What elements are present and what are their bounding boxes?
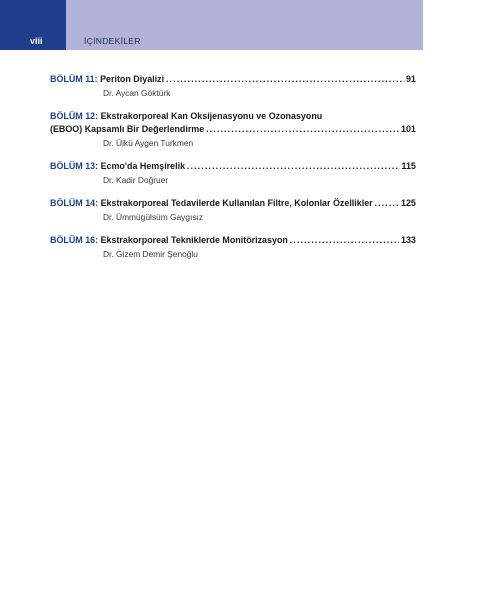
page-number: viii (30, 36, 43, 46)
table-of-contents (50, 73, 416, 271)
toc-entry[interactable] (50, 197, 416, 223)
page-number-tab (0, 0, 66, 50)
page-ref: 133 (401, 235, 416, 246)
toc-entry[interactable] (50, 73, 416, 99)
chapter-title: Ekstrakorporeal Kan Oksijenasyonu ve Ozonasyonu (100, 111, 323, 122)
toc-entry-title-line (50, 123, 416, 136)
chapter-label: BÖLÜM 11: (50, 74, 98, 85)
toc-entry[interactable] (50, 160, 416, 186)
toc-entry-title-line (50, 160, 416, 173)
chapter-author: Dr. Gizem Demir Şenoğlu (103, 249, 198, 259)
page-ref: 91 (405, 74, 416, 85)
dot-leader (187, 160, 400, 173)
chapter-author: Dr. Kadir Doğruer (103, 175, 169, 185)
chapter-label: BÖLÜM 13: (50, 161, 99, 172)
toc-entry[interactable] (50, 110, 416, 149)
chapter-label: BÖLÜM 12: (50, 111, 99, 122)
chapter-author: Dr. Ülkü Aygen Turkmen (103, 138, 194, 148)
chapter-title: Periton Diyalizi (100, 74, 165, 85)
section-title: İÇİNDEKİLER (84, 36, 141, 46)
chapter-label: BÖLÜM 16: (50, 235, 99, 246)
chapter-label: BÖLÜM 14: (50, 198, 99, 209)
chapter-author: Dr. Aycan Göktürk (103, 88, 171, 98)
dot-leader (206, 123, 399, 136)
toc-entry-title-line (50, 197, 416, 210)
page-ref: 101 (401, 124, 416, 135)
page-ref: 115 (401, 161, 416, 172)
chapter-title: Ecmo'da Hemşirelik (100, 161, 186, 172)
chapter-title: Ekstrakorporeal Tedavilerde Kullanılan Filtre, Kolonlar Özellikler (100, 198, 373, 209)
toc-entry-title-line (50, 73, 416, 86)
dot-leader (166, 73, 404, 86)
page-ref: 125 (401, 198, 416, 209)
toc-entry-title-line (50, 110, 416, 123)
header-band (0, 0, 423, 50)
chapter-author: Dr. Ümmügülsüm Gaygısız (103, 212, 204, 222)
chapter-title-continued: (EBOO) Kapsamlı Bir Değerlendirme (50, 124, 205, 135)
dot-leader (374, 197, 399, 210)
chapter-title: Ekstrakorporeal Tekniklerde Monitörizasyon (100, 235, 288, 246)
toc-entry-title-line (50, 234, 416, 247)
dot-leader (290, 234, 399, 247)
toc-entry[interactable] (50, 234, 416, 260)
